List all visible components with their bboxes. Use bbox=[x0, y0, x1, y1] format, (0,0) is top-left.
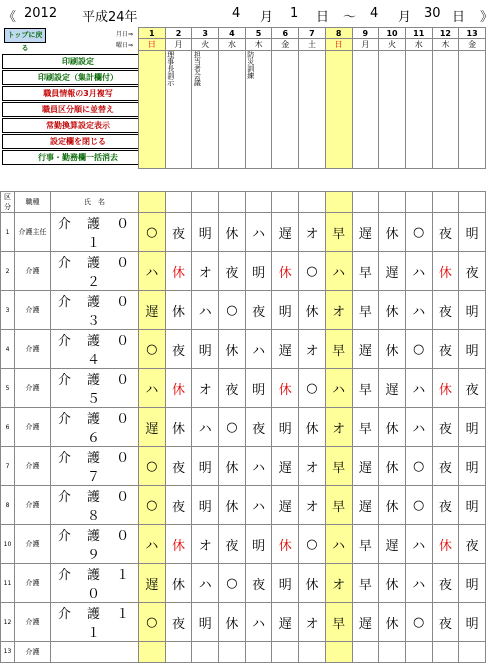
shift-cell[interactable]: ハ bbox=[325, 525, 352, 564]
event-text: 担当者会議 bbox=[193, 51, 202, 86]
weekday-9: 月 bbox=[352, 39, 379, 51]
day-number-1: 1 bbox=[139, 28, 166, 39]
shift-cell[interactable]: 夜 bbox=[459, 369, 486, 408]
shift-cell[interactable]: 明 bbox=[272, 291, 299, 330]
shift-cell[interactable]: 遅 bbox=[139, 408, 166, 447]
weekday-1: 日 bbox=[139, 39, 166, 51]
staff-number: 6 bbox=[1, 408, 15, 447]
shift-cell[interactable]: 夜 bbox=[165, 330, 192, 369]
shift-cell[interactable]: 夜 bbox=[219, 525, 246, 564]
weekday-row-label: 曜日⇒ bbox=[116, 42, 134, 49]
shift-cell[interactable]: オ bbox=[192, 369, 219, 408]
event-text: 防災訓練 bbox=[246, 51, 255, 79]
shift-cell[interactable]: 夜 bbox=[432, 213, 459, 252]
range-tilde: 〜 bbox=[343, 10, 357, 25]
shift-cell[interactable]: ○ bbox=[139, 486, 166, 525]
staff-role[interactable]: 介護 bbox=[15, 603, 51, 642]
shift-cell[interactable]: 明 bbox=[245, 525, 272, 564]
shift-cell[interactable]: 早 bbox=[325, 330, 352, 369]
grid-header-day bbox=[272, 192, 299, 213]
weekday-6: 金 bbox=[272, 39, 299, 51]
shift-cell[interactable] bbox=[299, 642, 326, 663]
shift-cell[interactable]: 夜 bbox=[459, 252, 486, 291]
shift-cell[interactable]: 夜 bbox=[245, 408, 272, 447]
shift-cell[interactable]: 明 bbox=[192, 447, 219, 486]
shift-cell[interactable]: ○ bbox=[219, 291, 246, 330]
shift-cell[interactable]: 休 bbox=[219, 603, 246, 642]
shift-cell[interactable]: ○ bbox=[139, 447, 166, 486]
shift-cell[interactable]: 休 bbox=[272, 252, 299, 291]
day-number-9: 9 bbox=[352, 28, 379, 39]
shift-cell[interactable]: オ bbox=[299, 603, 326, 642]
month-label-2: 月 bbox=[398, 10, 412, 25]
shift-cell[interactable]: 早 bbox=[325, 486, 352, 525]
event-cell-8[interactable] bbox=[325, 51, 352, 169]
event-cell-9[interactable] bbox=[352, 51, 379, 169]
shift-cell[interactable]: 夜 bbox=[245, 291, 272, 330]
event-cell-1[interactable] bbox=[139, 51, 166, 169]
event-cell-3[interactable] bbox=[192, 51, 219, 169]
action-button-6[interactable]: 設定欄を閉じる bbox=[2, 134, 154, 149]
staff-name[interactable]: 介 護 ０ ９ bbox=[51, 525, 139, 564]
staff-name[interactable]: 介 護 ０ １ bbox=[51, 213, 139, 252]
staff-row bbox=[1, 525, 486, 564]
shift-cell[interactable]: 明 bbox=[245, 369, 272, 408]
grid-header-day bbox=[379, 192, 406, 213]
weekday-13: 金 bbox=[459, 39, 486, 51]
shift-cell[interactable]: ○ bbox=[139, 213, 166, 252]
staff-row bbox=[1, 369, 486, 408]
shift-cell[interactable]: 夜 bbox=[165, 486, 192, 525]
event-cell-11[interactable] bbox=[405, 51, 432, 169]
shift-cell[interactable]: ハ bbox=[405, 291, 432, 330]
calendar-header bbox=[138, 27, 486, 169]
shift-cell[interactable]: 明 bbox=[459, 603, 486, 642]
name-header: 氏 名 bbox=[51, 192, 139, 213]
shift-cell[interactable]: 明 bbox=[459, 486, 486, 525]
shift-cell[interactable]: オ bbox=[299, 486, 326, 525]
shift-cell[interactable]: 明 bbox=[459, 447, 486, 486]
shift-cell[interactable] bbox=[352, 642, 379, 663]
day-number-4: 4 bbox=[219, 28, 246, 39]
shift-cell[interactable]: 遅 bbox=[352, 486, 379, 525]
shift-cell[interactable]: ○ bbox=[139, 330, 166, 369]
shift-cell[interactable]: 夜 bbox=[432, 408, 459, 447]
shift-cell[interactable]: ○ bbox=[299, 369, 326, 408]
shift-cell[interactable]: 明 bbox=[272, 408, 299, 447]
staff-role[interactable]: 介護 bbox=[15, 369, 51, 408]
staff-row bbox=[1, 213, 486, 252]
staff-role[interactable]: 介護 bbox=[15, 564, 51, 603]
action-button-1[interactable]: 印刷設定 bbox=[2, 54, 154, 69]
day-number-7: 7 bbox=[299, 28, 326, 39]
shift-cell[interactable]: 夜 bbox=[165, 213, 192, 252]
shift-cell[interactable]: 明 bbox=[459, 564, 486, 603]
shift-cell[interactable]: 遅 bbox=[139, 564, 166, 603]
shift-cell[interactable]: 明 bbox=[459, 330, 486, 369]
staff-row bbox=[1, 603, 486, 642]
staff-role[interactable]: 介護 bbox=[15, 486, 51, 525]
shift-cell[interactable]: 早 bbox=[352, 525, 379, 564]
shift-cell[interactable]: 夜 bbox=[432, 603, 459, 642]
shift-cell[interactable]: 早 bbox=[352, 291, 379, 330]
shift-cell[interactable]: ハ bbox=[192, 408, 219, 447]
weekday-2: 月 bbox=[165, 39, 192, 51]
shift-cell[interactable] bbox=[192, 642, 219, 663]
shift-cell[interactable]: ハ bbox=[245, 447, 272, 486]
event-cell-5[interactable] bbox=[245, 51, 272, 169]
shift-cell[interactable]: ハ bbox=[325, 252, 352, 291]
shift-cell[interactable]: 休 bbox=[432, 525, 459, 564]
action-button-7[interactable]: 行事・勤務欄一括消去 bbox=[2, 150, 154, 165]
shift-cell[interactable]: 遅 bbox=[352, 447, 379, 486]
grid-header-day bbox=[219, 192, 246, 213]
weekday-8: 日 bbox=[325, 39, 352, 51]
grid-header-day bbox=[139, 192, 166, 213]
shift-cell[interactable]: 休 bbox=[379, 330, 406, 369]
shift-cell[interactable]: 早 bbox=[325, 447, 352, 486]
event-cell-7[interactable] bbox=[299, 51, 326, 169]
grid-header-day bbox=[245, 192, 272, 213]
grid-header-day bbox=[299, 192, 326, 213]
day-label-2: 日 bbox=[452, 10, 466, 25]
shift-cell[interactable] bbox=[459, 642, 486, 663]
shift-cell[interactable]: 遅 bbox=[272, 213, 299, 252]
staff-row bbox=[1, 330, 486, 369]
shift-cell[interactable]: 休 bbox=[379, 213, 406, 252]
role-header: 職種 bbox=[15, 192, 51, 213]
staff-role[interactable]: 介護主任 bbox=[15, 213, 51, 252]
shift-cell[interactable]: 明 bbox=[192, 330, 219, 369]
staff-row bbox=[1, 447, 486, 486]
shift-cell[interactable] bbox=[432, 642, 459, 663]
shift-cell[interactable]: 明 bbox=[272, 564, 299, 603]
shift-cell[interactable]: ハ bbox=[405, 564, 432, 603]
shift-cell[interactable]: 休 bbox=[219, 486, 246, 525]
shift-cell[interactable]: オ bbox=[299, 330, 326, 369]
shift-cell[interactable]: 休 bbox=[299, 408, 326, 447]
staff-number: 10 bbox=[1, 525, 15, 564]
end-month: 4 bbox=[370, 6, 379, 21]
shift-cell[interactable]: 明 bbox=[245, 252, 272, 291]
grid-header-day bbox=[352, 192, 379, 213]
shift-cell[interactable]: ハ bbox=[139, 369, 166, 408]
shift-cell[interactable]: 早 bbox=[352, 252, 379, 291]
staff-row bbox=[1, 408, 486, 447]
shift-cell[interactable]: ○ bbox=[405, 486, 432, 525]
shift-cell[interactable]: 休 bbox=[219, 213, 246, 252]
shift-cell[interactable]: 休 bbox=[379, 603, 406, 642]
shift-cell[interactable]: オ bbox=[325, 564, 352, 603]
staff-name[interactable]: 介 護 １ ０ bbox=[51, 564, 139, 603]
shift-cell[interactable] bbox=[405, 642, 432, 663]
event-cell-13[interactable] bbox=[459, 51, 486, 169]
shift-cell[interactable] bbox=[165, 642, 192, 663]
shift-cell[interactable]: 休 bbox=[165, 369, 192, 408]
day-number-6: 6 bbox=[272, 28, 299, 39]
shift-cell[interactable]: 遅 bbox=[272, 486, 299, 525]
shift-cell[interactable]: 遅 bbox=[379, 369, 406, 408]
staff-role[interactable]: 介護 bbox=[15, 252, 51, 291]
month-label: 月 bbox=[260, 10, 274, 25]
shift-cell[interactable]: 休 bbox=[165, 408, 192, 447]
staff-name[interactable]: 介 護 ０ ６ bbox=[51, 408, 139, 447]
day-number-13: 13 bbox=[459, 28, 486, 39]
shift-cell[interactable]: 夜 bbox=[165, 603, 192, 642]
shift-cell[interactable]: 遅 bbox=[379, 252, 406, 291]
shift-cell[interactable]: ○ bbox=[405, 603, 432, 642]
staff-name[interactable] bbox=[51, 642, 139, 663]
staff-number: 8 bbox=[1, 486, 15, 525]
staff-number: 11 bbox=[1, 564, 15, 603]
shift-cell[interactable]: 明 bbox=[459, 291, 486, 330]
shift-cell[interactable]: 遅 bbox=[139, 291, 166, 330]
shift-cell[interactable]: ハ bbox=[405, 369, 432, 408]
shift-cell[interactable] bbox=[325, 642, 352, 663]
staff-name[interactable]: 介 護 １ １ bbox=[51, 603, 139, 642]
shift-cell[interactable]: オ bbox=[299, 447, 326, 486]
shift-cell[interactable]: ハ bbox=[245, 486, 272, 525]
next-arrow[interactable]: 》 bbox=[480, 10, 494, 25]
date-row-label: 月日⇒ bbox=[116, 31, 134, 38]
staff-number: 5 bbox=[1, 369, 15, 408]
event-cell-10[interactable] bbox=[379, 51, 406, 169]
shift-cell[interactable]: 夜 bbox=[432, 447, 459, 486]
staff-number: 4 bbox=[1, 330, 15, 369]
shift-cell[interactable]: 早 bbox=[325, 213, 352, 252]
shift-grid bbox=[0, 191, 486, 663]
end-day: 30 bbox=[424, 6, 441, 21]
grid-header-day bbox=[325, 192, 352, 213]
staff-number: 2 bbox=[1, 252, 15, 291]
shift-cell[interactable]: ハ bbox=[325, 369, 352, 408]
shift-cell[interactable]: ハ bbox=[245, 213, 272, 252]
event-text: 理事長訓示 bbox=[166, 51, 175, 86]
shift-cell[interactable]: 休 bbox=[432, 369, 459, 408]
grid-header-day bbox=[459, 192, 486, 213]
shift-cell[interactable]: ○ bbox=[405, 330, 432, 369]
day-number-3: 3 bbox=[192, 28, 219, 39]
action-button-2[interactable]: 印刷設定（集計欄付） bbox=[2, 70, 154, 85]
shift-cell[interactable]: 休 bbox=[379, 447, 406, 486]
shift-cell[interactable]: 遅 bbox=[272, 603, 299, 642]
weekday-7: 土 bbox=[299, 39, 326, 51]
shift-cell[interactable]: 遅 bbox=[272, 330, 299, 369]
staff-name[interactable]: 介 護 ０ ７ bbox=[51, 447, 139, 486]
shift-cell[interactable]: 明 bbox=[459, 408, 486, 447]
shift-cell[interactable]: 早 bbox=[352, 369, 379, 408]
shift-cell[interactable]: 明 bbox=[192, 486, 219, 525]
shift-cell[interactable]: ○ bbox=[139, 603, 166, 642]
shift-cell[interactable]: ハ bbox=[245, 603, 272, 642]
shift-cell[interactable]: 休 bbox=[165, 564, 192, 603]
shift-cell[interactable]: 早 bbox=[352, 408, 379, 447]
year-value: 2012 bbox=[24, 6, 58, 21]
shift-cell[interactable]: 夜 bbox=[432, 330, 459, 369]
grid-header-day bbox=[165, 192, 192, 213]
day-number-12: 12 bbox=[432, 28, 459, 39]
staff-name[interactable]: 介 護 ０ ３ bbox=[51, 291, 139, 330]
day-label: 日 bbox=[316, 10, 330, 25]
shift-cell[interactable]: 休 bbox=[299, 564, 326, 603]
grid-header-day bbox=[432, 192, 459, 213]
day-number-5: 5 bbox=[245, 28, 272, 39]
day-number-10: 10 bbox=[379, 28, 406, 39]
staff-row bbox=[1, 564, 486, 603]
shift-cell[interactable]: 明 bbox=[459, 213, 486, 252]
weekday-10: 火 bbox=[379, 39, 406, 51]
shift-cell[interactable]: 休 bbox=[432, 252, 459, 291]
shift-cell[interactable]: オ bbox=[299, 213, 326, 252]
weekday-3: 火 bbox=[192, 39, 219, 51]
action-button-4[interactable]: 職員区分順に並替え bbox=[2, 102, 154, 117]
shift-cell[interactable]: 休 bbox=[219, 330, 246, 369]
shift-cell[interactable]: 遅 bbox=[352, 213, 379, 252]
shift-cell[interactable]: 夜 bbox=[165, 447, 192, 486]
weekday-4: 水 bbox=[219, 39, 246, 51]
shift-cell[interactable]: オ bbox=[192, 525, 219, 564]
shift-cell[interactable]: ハ bbox=[405, 408, 432, 447]
date-range-bar bbox=[0, 0, 500, 27]
shift-cell[interactable]: ○ bbox=[219, 564, 246, 603]
staff-row bbox=[1, 486, 486, 525]
staff-name[interactable]: 介 護 ０ ４ bbox=[51, 330, 139, 369]
shift-cell[interactable] bbox=[272, 642, 299, 663]
shift-cell[interactable]: 休 bbox=[379, 564, 406, 603]
event-cell-12[interactable] bbox=[432, 51, 459, 169]
staff-role[interactable]: 介護 bbox=[15, 447, 51, 486]
shift-cell[interactable]: 休 bbox=[379, 486, 406, 525]
shift-cell[interactable]: 休 bbox=[299, 291, 326, 330]
staff-row bbox=[1, 642, 486, 663]
shift-cell[interactable]: ハ bbox=[405, 252, 432, 291]
shift-cell[interactable]: 遅 bbox=[379, 525, 406, 564]
shift-cell[interactable]: 休 bbox=[379, 408, 406, 447]
shift-cell[interactable]: 夜 bbox=[219, 369, 246, 408]
shift-cell[interactable]: ハ bbox=[192, 564, 219, 603]
action-button-5[interactable]: 常勤換算設定表示 bbox=[2, 118, 154, 133]
shift-cell[interactable]: 遅 bbox=[352, 330, 379, 369]
shift-cell[interactable] bbox=[379, 642, 406, 663]
start-day: 1 bbox=[290, 6, 299, 21]
shift-cell[interactable]: ○ bbox=[299, 252, 326, 291]
staff-role[interactable]: 介護 bbox=[15, 291, 51, 330]
grid-header-day bbox=[192, 192, 219, 213]
day-number-8: 8 bbox=[325, 28, 352, 39]
staff-row bbox=[1, 291, 486, 330]
staff-role[interactable]: 介護 bbox=[15, 330, 51, 369]
shift-cell[interactable]: ハ bbox=[405, 525, 432, 564]
staff-name[interactable]: 介 護 ０ ２ bbox=[51, 252, 139, 291]
event-cell-4[interactable] bbox=[219, 51, 246, 169]
shift-cell[interactable]: ハ bbox=[192, 291, 219, 330]
staff-role[interactable]: 介護 bbox=[15, 408, 51, 447]
grid-header-day bbox=[405, 192, 432, 213]
shift-cell[interactable]: オ bbox=[325, 408, 352, 447]
staff-number: 7 bbox=[1, 447, 15, 486]
day-number-11: 11 bbox=[405, 28, 432, 39]
shift-cell[interactable]: 夜 bbox=[432, 291, 459, 330]
shift-cell[interactable]: ○ bbox=[219, 408, 246, 447]
shift-cell[interactable]: ○ bbox=[299, 525, 326, 564]
back-to-top-button[interactable]: トップに戻る bbox=[4, 28, 46, 43]
shift-cell[interactable] bbox=[139, 642, 166, 663]
staff-number: 3 bbox=[1, 291, 15, 330]
shift-cell[interactable]: 早 bbox=[325, 603, 352, 642]
shift-cell[interactable]: 休 bbox=[272, 369, 299, 408]
staff-number: 13 bbox=[1, 642, 15, 663]
weekday-5: 木 bbox=[245, 39, 272, 51]
shift-cell[interactable]: 休 bbox=[165, 525, 192, 564]
shift-cell[interactable]: 夜 bbox=[432, 564, 459, 603]
shift-cell[interactable]: 遅 bbox=[352, 603, 379, 642]
weekday-11: 水 bbox=[405, 39, 432, 51]
shift-cell[interactable]: 夜 bbox=[219, 252, 246, 291]
kubun-header: 区分 bbox=[1, 192, 15, 213]
shift-cell[interactable]: オ bbox=[192, 252, 219, 291]
staff-role[interactable]: 介護 bbox=[15, 642, 51, 663]
shift-cell[interactable]: オ bbox=[325, 291, 352, 330]
shift-cell[interactable]: ○ bbox=[405, 213, 432, 252]
shift-cell[interactable]: 夜 bbox=[459, 525, 486, 564]
shift-cell[interactable]: 明 bbox=[192, 213, 219, 252]
staff-role[interactable]: 介護 bbox=[15, 525, 51, 564]
shift-cell[interactable]: ハ bbox=[139, 525, 166, 564]
staff-name[interactable]: 介 護 ０ ５ bbox=[51, 369, 139, 408]
prev-arrow[interactable]: 《 bbox=[3, 10, 17, 25]
shift-cell[interactable]: 夜 bbox=[432, 486, 459, 525]
event-cell-6[interactable] bbox=[272, 51, 299, 169]
event-cell-2[interactable] bbox=[165, 51, 192, 169]
weekday-12: 木 bbox=[432, 39, 459, 51]
staff-number: 1 bbox=[1, 213, 15, 252]
shift-cell[interactable]: ハ bbox=[245, 330, 272, 369]
shift-cell[interactable]: 休 bbox=[165, 252, 192, 291]
shift-cell[interactable]: 明 bbox=[192, 603, 219, 642]
start-month: 4 bbox=[232, 6, 241, 21]
era-value: 平成24年 bbox=[82, 10, 138, 25]
staff-number: 12 bbox=[1, 603, 15, 642]
action-button-3[interactable]: 職員情報の3月複写 bbox=[2, 86, 154, 101]
shift-cell[interactable]: 遅 bbox=[272, 447, 299, 486]
shift-cell[interactable] bbox=[245, 642, 272, 663]
shift-cell[interactable]: 休 bbox=[165, 291, 192, 330]
shift-cell[interactable]: 休 bbox=[379, 291, 406, 330]
day-number-2: 2 bbox=[165, 28, 192, 39]
shift-cell[interactable]: 休 bbox=[219, 447, 246, 486]
shift-cell[interactable]: 早 bbox=[352, 564, 379, 603]
shift-cell[interactable]: ○ bbox=[405, 447, 432, 486]
staff-row bbox=[1, 252, 486, 291]
shift-cell[interactable]: ハ bbox=[139, 252, 166, 291]
staff-name[interactable]: 介 護 ０ ８ bbox=[51, 486, 139, 525]
shift-cell[interactable]: 休 bbox=[272, 525, 299, 564]
shift-cell[interactable] bbox=[219, 642, 246, 663]
shift-cell[interactable]: 夜 bbox=[245, 564, 272, 603]
